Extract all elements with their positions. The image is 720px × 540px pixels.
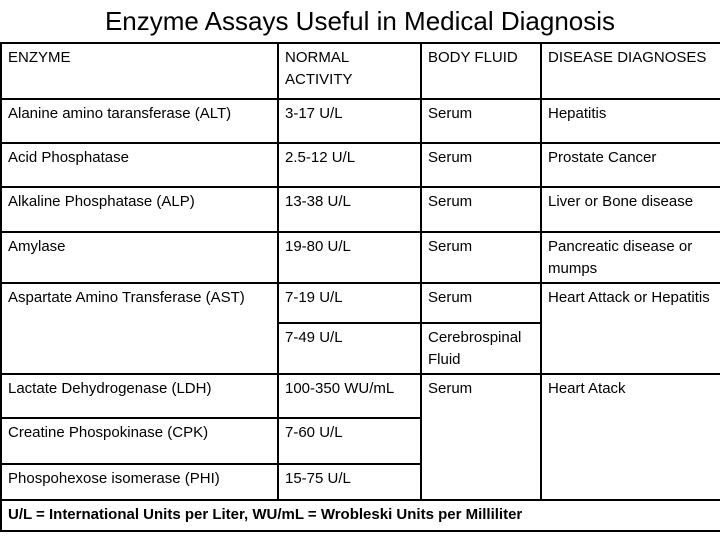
enzyme-cell: Alkaline Phosphatase (ALP): [1, 187, 278, 232]
activity-cell: 15-75 U/L: [278, 464, 421, 500]
table-row: [1, 374, 720, 418]
page-title: Enzyme Assays Useful in Medical Diagnosis: [104, 6, 616, 36]
header-row: [1, 43, 720, 99]
disease-cell-heart: Heart Atack: [541, 374, 720, 500]
header-activity: NORMAL ACTIVITY: [278, 43, 421, 99]
fluid-cell-heart: Serum: [421, 374, 541, 500]
footer-row: [1, 500, 720, 531]
disease-cell: Hepatitis: [541, 99, 720, 143]
disease-cell: Prostate Cancer: [541, 143, 720, 187]
activity-cell: 19-80 U/L: [278, 232, 421, 283]
table-row: [1, 187, 720, 232]
activity-cell: 7-60 U/L: [278, 418, 421, 464]
fluid-cell: Cerebrospinal Fluid: [421, 323, 541, 374]
activity-cell: 100-350 WU/mL: [278, 374, 421, 418]
enzyme-cell: Creatine Phospokinase (CPK): [1, 418, 278, 464]
activity-cell: 7-49 U/L: [278, 323, 421, 374]
activity-cell: 7-19 U/L: [278, 283, 421, 323]
enzyme-cell-ast: Aspartate Amino Transferase (AST): [1, 283, 278, 374]
header-fluid: BODY FLUID: [421, 43, 541, 99]
fluid-cell: Serum: [421, 283, 541, 323]
disease-cell-ast: Heart Attack or Hepatitis: [541, 283, 720, 374]
table-row: [1, 232, 720, 283]
header-disease: DISEASE DIAGNOSES: [541, 43, 720, 99]
fluid-cell: Serum: [421, 187, 541, 232]
enzyme-cell: Amylase: [1, 232, 278, 283]
enzyme-cell: Alanine amino taransferase (ALT): [1, 99, 278, 143]
activity-cell: 13-38 U/L: [278, 187, 421, 232]
activity-cell: 3-17 U/L: [278, 99, 421, 143]
activity-cell: 2.5-12 U/L: [278, 143, 421, 187]
disease-cell: Pancreatic disease or mumps: [541, 232, 720, 283]
disease-cell: Liver or Bone disease: [541, 187, 720, 232]
fluid-cell: Serum: [421, 232, 541, 283]
fluid-cell: Serum: [421, 99, 541, 143]
table-row: [1, 99, 720, 143]
enzyme-table: [0, 42, 720, 532]
table-row: [1, 283, 720, 323]
units-footnote: U/L = International Units per Liter, WU/mL = Wrobleski Units per Milliliter: [1, 500, 720, 531]
fluid-cell: Serum: [421, 143, 541, 187]
enzyme-cell: Acid Phosphatase: [1, 143, 278, 187]
enzyme-cell: Phospohexose isomerase (PHI): [1, 464, 278, 500]
header-enzyme: ENZYME: [1, 43, 278, 99]
enzyme-cell: Lactate Dehydrogenase (LDH): [1, 374, 278, 418]
table-row: [1, 143, 720, 187]
